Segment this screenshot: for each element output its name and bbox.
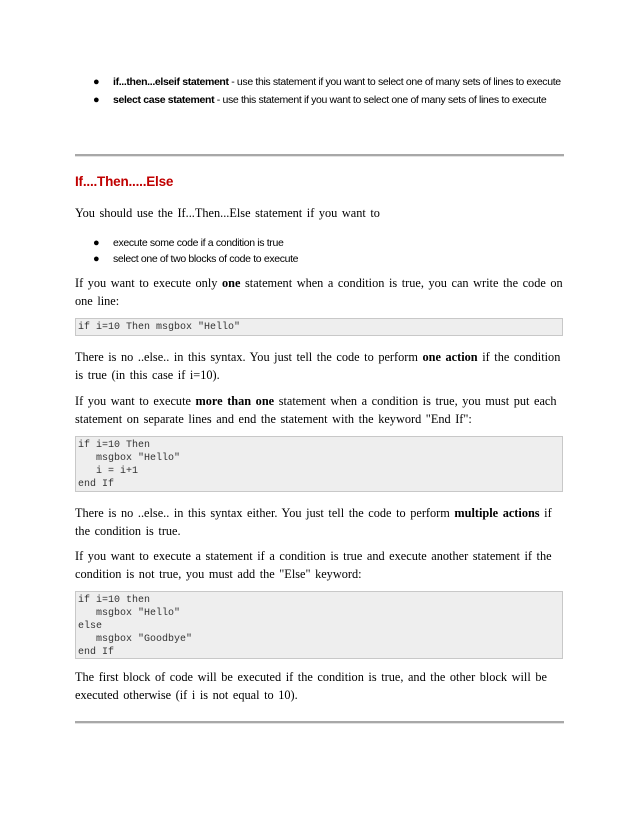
section-heading: If....Then.....Else [75, 174, 174, 189]
text-run: if the condition is true. [75, 506, 552, 538]
statement-types-list [93, 74, 573, 108]
list-item-desc: - use this statement if you want to select one of many sets of lines to execute [214, 94, 547, 106]
text-run: There is no ..else.. in this syntax either. You just tell the code to perform [75, 506, 455, 520]
paragraph-no-else [75, 348, 565, 384]
list-item-text: execute some code if a condition is true [113, 237, 284, 249]
list-item-term: if...then...elseif statement [113, 76, 229, 88]
text-run: statement when a condition is true, you must put each statement on separate lines and end the statement with the keyword "End If": [75, 394, 557, 426]
paragraph-else-keyword: If you want to execute a statement if a condition is true and execute another statement if the condition is not true, you must add the "Else" keyword: [75, 549, 552, 581]
code-block-if-else: if i=10 then msgbox "Hello" else msgbox "Goodbye" end If [75, 591, 563, 659]
emphasis: one action [422, 350, 478, 364]
list-item-desc: - use this statement if you want to select one of many sets of lines to execute [228, 76, 561, 88]
code-block-end-if: if i=10 Then msgbox "Hello" i = i+1 end If [75, 436, 563, 492]
bullet-icon: ● [93, 94, 100, 106]
text-run: There is no ..else.. in this syntax. You just tell the code to perform [75, 350, 423, 364]
text-run: If you want to execute only [75, 276, 222, 290]
bullet-icon: ● [93, 237, 100, 249]
divider [75, 721, 564, 724]
bullet-icon: ● [93, 253, 100, 265]
emphasis: multiple actions [454, 506, 540, 520]
emphasis: more than one [195, 394, 275, 408]
paragraph-multi-statement [75, 392, 565, 428]
list-item [93, 92, 573, 108]
bullet-icon: ● [93, 76, 100, 88]
intro-text: You should use the If...Then...Else statement if you want to [75, 206, 380, 220]
paragraph-multiple-actions [75, 504, 565, 540]
list-item-text: select one of two blocks of code to execute [113, 253, 299, 265]
list-item-term: select case statement [113, 94, 215, 106]
paragraph-otherwise: The first block of code will be executed if the condition is true, and the other block will be executed otherwise (if i is not equal to 10). [75, 670, 547, 702]
paragraph-one-statement [75, 274, 565, 310]
emphasis: one [221, 276, 241, 290]
text-run: If you want to execute [75, 394, 196, 408]
text-run: statement when a condition is true, you can write the code on one line: [75, 276, 563, 308]
divider [75, 154, 564, 157]
list-item [93, 235, 553, 251]
usage-list [93, 235, 553, 267]
code-block-single-line: if i=10 Then msgbox "Hello" [75, 318, 563, 336]
list-item [93, 251, 553, 267]
list-item [93, 74, 573, 90]
text-run: if the condition is true (in this case if i=10). [75, 350, 561, 382]
